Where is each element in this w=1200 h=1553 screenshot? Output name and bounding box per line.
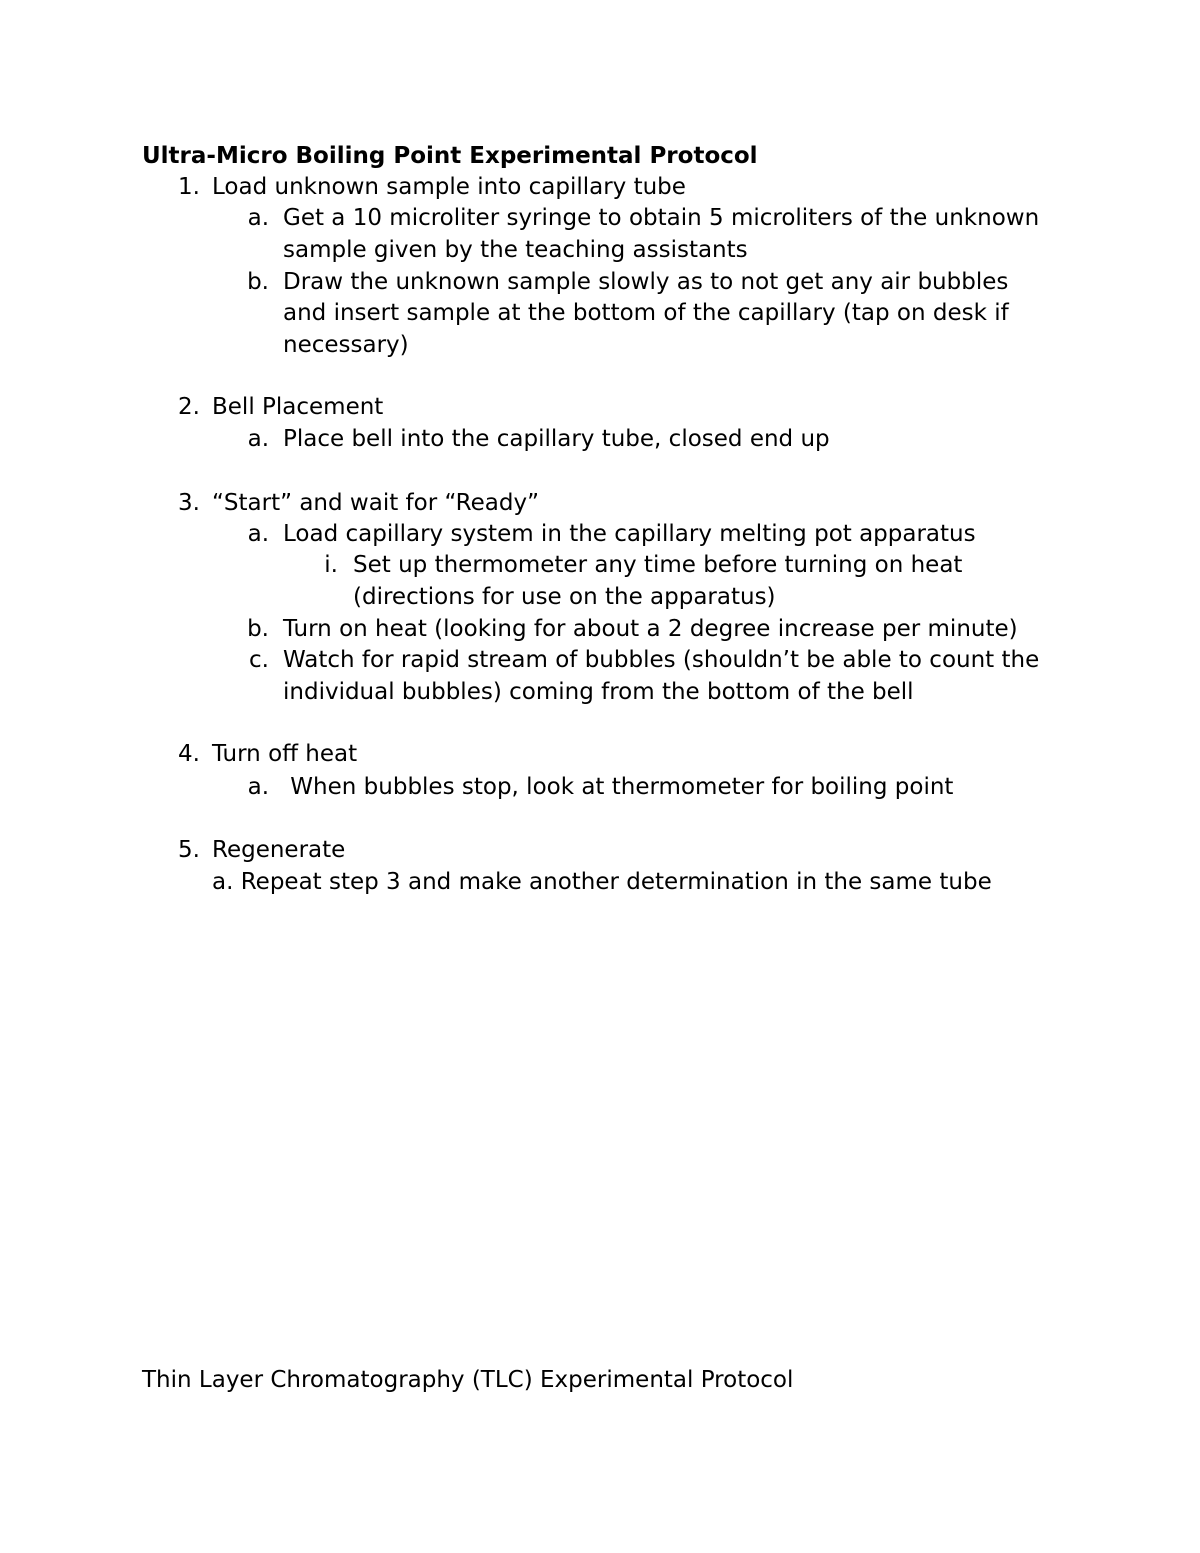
step-2a-line-1: Place bell into the capillary tube, closed end up	[283, 426, 830, 452]
step-1a-marker: a.	[247, 205, 269, 231]
step-4-marker: 4.	[178, 741, 200, 767]
step-3c-line-1: Watch for rapid stream of bubbles (shouldn’t be able to count the	[283, 647, 1040, 673]
step-5-marker: 5.	[178, 837, 200, 863]
step-3-marker: 3.	[178, 490, 200, 516]
step-4a-marker: a.	[247, 774, 269, 800]
document-title: Ultra-Micro Boiling Point Experimental Protocol	[142, 143, 758, 169]
step-3c-marker: c.	[249, 647, 269, 673]
step-1b-marker: b.	[247, 269, 269, 295]
step-3a-marker: a.	[247, 521, 269, 547]
step-2-text: Bell Placement	[212, 394, 384, 420]
step-3b-line-1: Turn on heat (looking for about a 2 degree increase per minute)	[283, 616, 1018, 642]
step-3c-line-2: individual bubbles) coming from the bottom of the bell	[283, 679, 914, 705]
step-3ai-line-2: (directions for use on the apparatus)	[353, 584, 776, 610]
step-3ai-marker: i.	[324, 552, 338, 578]
step-1b-line-1: Draw the unknown sample slowly as to not get any air bubbles	[283, 269, 1009, 295]
next-section-title: Thin Layer Chromatography (TLC) Experimental Protocol	[142, 1367, 794, 1393]
step-3-text: “Start” and wait for “Ready”	[212, 490, 539, 516]
step-1-text: Load unknown sample into capillary tube	[212, 174, 686, 200]
step-1a-line-1: Get a 10 microliter syringe to obtain 5 microliters of the unknown	[283, 205, 1040, 231]
step-1b-line-2: and insert sample at the bottom of the capillary (tap on desk if	[283, 300, 1009, 326]
step-4-text: Turn off heat	[212, 741, 358, 767]
step-4a-line-1: When bubbles stop, look at thermometer for boiling point	[283, 774, 954, 800]
step-2a-marker: a.	[247, 426, 269, 452]
step-1-marker: 1.	[178, 174, 200, 200]
step-5a-line: a. Repeat step 3 and make another determination in the same tube	[212, 869, 992, 895]
step-3b-marker: b.	[247, 616, 269, 642]
step-1a-line-2: sample given by the teaching assistants	[283, 237, 748, 263]
step-2-marker: 2.	[178, 394, 200, 420]
step-3a-line-1: Load capillary system in the capillary melting pot apparatus	[283, 521, 976, 547]
step-5-text: Regenerate	[212, 837, 346, 863]
step-3ai-line-1: Set up thermometer any time before turning on heat	[353, 552, 963, 578]
step-1b-line-3: necessary)	[283, 332, 409, 358]
